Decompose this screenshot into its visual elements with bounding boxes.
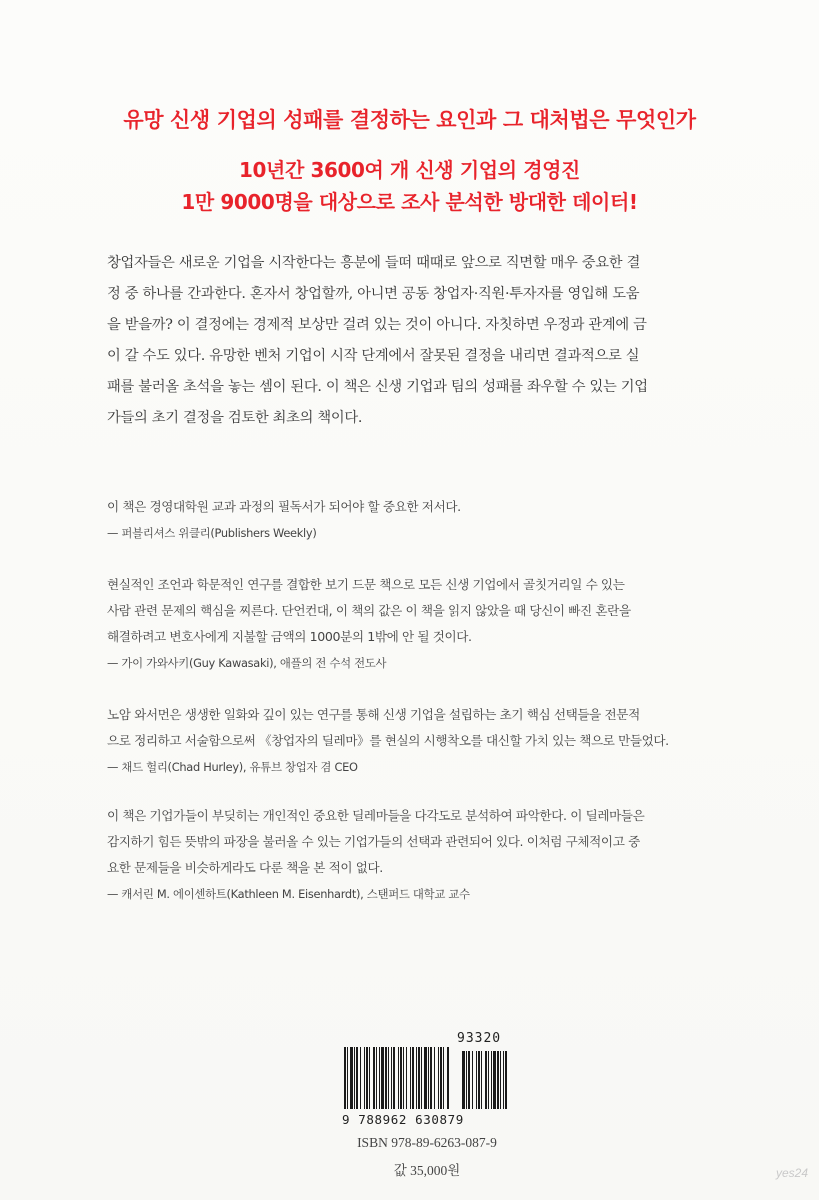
barcode-bar [398, 1047, 399, 1109]
barcode-bar [412, 1047, 414, 1109]
barcode-bar [391, 1047, 392, 1109]
barcode-bar [360, 1047, 361, 1109]
intro-line: 이 갈 수도 있다. 유망한 벤처 기업이 시작 단계에서 잘못된 결정을 내리면 결과적으로 실 [107, 348, 640, 364]
barcode-bar [438, 1047, 439, 1109]
review-kathleen-eisenhardt [107, 807, 747, 907]
review-text: 노암 와서먼은 생생한 일화와 깊이 있는 연구를 통해 신생 기업을 설립하는 초기 핵심 선택들을 전문적 [107, 707, 640, 722]
barcode-bar [354, 1047, 355, 1109]
review-source: — 퍼블리셔스 위클리(Publishers Weekly) [107, 526, 317, 540]
barcode-bar [403, 1047, 404, 1109]
intro-line: 창업자들은 새로운 기업을 시작한다는 흥분에 들떠 때때로 앞으로 직면할 매우 중요한 결 [107, 255, 641, 271]
barcode-bar [369, 1047, 370, 1109]
barcode-addon-bar [505, 1051, 507, 1109]
barcode-bar [424, 1047, 427, 1109]
barcode-bar [434, 1047, 435, 1109]
barcode-bar [428, 1047, 429, 1109]
review-text: 현실적인 조언과 학문적인 연구를 결합한 보기 드문 책으로 모든 신생 기업에서 골칫거리일 수 있는 [107, 577, 625, 592]
barcode-bar [418, 1047, 420, 1109]
barcode-addon-bar [485, 1051, 487, 1109]
intro-paragraph [107, 253, 713, 439]
review-text: 이 책은 기업가들이 부딪히는 개인적인 중요한 딜레마들을 다각도로 분석하여 파악한다. 이 딜레마들은 [107, 808, 645, 823]
barcode-bar [406, 1047, 407, 1109]
barcode-addon-bar [468, 1051, 470, 1109]
barcode-bar [350, 1047, 353, 1109]
headline-stat-line-1: 10년간 3600여 개 신생 기업의 경영진 [239, 158, 580, 182]
barcode-addon-bar [503, 1051, 504, 1109]
barcode-image [342, 1047, 512, 1111]
barcode-bar [421, 1047, 422, 1109]
barcode-addon-bar [491, 1051, 492, 1109]
barcode-addon-bar [493, 1051, 496, 1109]
review-text: 사람 관련 문제의 핵심을 찌른다. 단언컨대, 이 책의 값은 이 책을 읽지 않았을 때 당신이 빠진 혼란을 [107, 603, 631, 618]
review-source: — 캐서린 M. 에이센하트(Kathleen M. Eisenhardt), 스탠퍼드 대학교 교수 [107, 887, 470, 901]
review-source: — 채드 헐리(Chad Hurley), 유튜브 창업자 겸 CEO [107, 760, 358, 774]
barcode-addon-number: 93320 [457, 1031, 502, 1046]
barcode-addon-bar [481, 1051, 482, 1109]
price-label: 값 35,000원 [393, 1163, 461, 1178]
barcode-addon-bar [476, 1051, 477, 1109]
barcode-bar [416, 1047, 417, 1109]
intro-line: 정 중 하나를 간과한다. 혼자서 창업할까, 아니면 공동 창업자·직원·투자자를 영입해 도움 [107, 286, 640, 302]
headline-stat-line-2: 1만 9000명을 대상으로 조사 분석한 방대한 데이터! [181, 190, 638, 214]
review-text: 요한 문제들을 비슷하게라도 다룬 책을 본 적이 없다. [107, 860, 383, 875]
barcode-bar [393, 1047, 395, 1109]
barcode-bar [364, 1047, 365, 1109]
barcode-addon-bar [462, 1051, 465, 1109]
barcode-bar [344, 1047, 346, 1109]
barcode-bar [379, 1047, 380, 1109]
barcode-bar [356, 1047, 358, 1109]
intro-line: 가들의 초기 결정을 검토한 최초의 책이다. [107, 410, 363, 426]
barcode-bar [430, 1047, 432, 1109]
barcode-bar [366, 1047, 368, 1109]
barcode-addon-bar [488, 1051, 489, 1109]
barcode-bar [388, 1047, 389, 1109]
isbn-number: ISBN 978-89-6263-087-9 [357, 1135, 497, 1150]
barcode-bar [373, 1047, 375, 1109]
headline-question: 유망 신생 기업의 성패를 결정하는 요인과 그 대처법은 무엇인가 [123, 108, 696, 132]
barcode-digits: 9 788962 630879 [342, 1112, 464, 1127]
barcode-bar [347, 1047, 348, 1109]
intro-line: 패를 불러올 초석을 놓는 셈이 된다. 이 책은 신생 기업과 팀의 성패를 좌우할 수 있는 기업 [107, 379, 648, 395]
review-publishers-weekly [107, 498, 747, 546]
review-text: 이 책은 경영대학원 교과 과정의 필독서가 되어야 할 중요한 저서다. [107, 499, 461, 514]
barcode-bar [440, 1047, 442, 1109]
barcode-bar [410, 1047, 411, 1109]
barcode-bar [400, 1047, 402, 1109]
barcode-addon-bar [466, 1051, 467, 1109]
barcode-bar [443, 1047, 444, 1109]
watermark: yes24 [776, 1166, 809, 1180]
review-text: 으로 정리하고 서술함으로써 《창업자의 딜레마》를 현실의 시행착오를 대신할 가치 있는 책으로 만들었다. [107, 733, 669, 748]
barcode-addon-bar [497, 1051, 499, 1109]
barcode-bar [376, 1047, 377, 1109]
barcode-bar [385, 1047, 387, 1109]
review-text: 해결하려고 변호사에게 지불할 금액의 1000분의 1밖에 안 될 것이다. [107, 629, 472, 644]
barcode-addon-bar [472, 1051, 473, 1109]
intro-line: 을 받을까? 이 결정에는 경제적 보상만 걸려 있는 것이 아니다. 자칫하면 우정과 관계에 금 [107, 317, 647, 333]
barcode-bar [447, 1047, 449, 1109]
review-source: — 가이 가와사키(Guy Kawasaki), 애플의 전 수석 전도사 [107, 656, 387, 670]
barcode-addon-bar [500, 1051, 501, 1109]
barcode-bar [381, 1047, 384, 1109]
barcode-addon-bar [478, 1051, 480, 1109]
review-text: 감지하기 힘든 뜻밖의 파장을 불러올 수 있는 기업가들의 선택과 관련되어 있다. 이처럼 구체적이고 중 [107, 834, 640, 849]
review-guy-kawasaki [107, 576, 747, 676]
isbn-barcode-block [342, 1031, 512, 1181]
review-chad-hurley [107, 706, 747, 780]
